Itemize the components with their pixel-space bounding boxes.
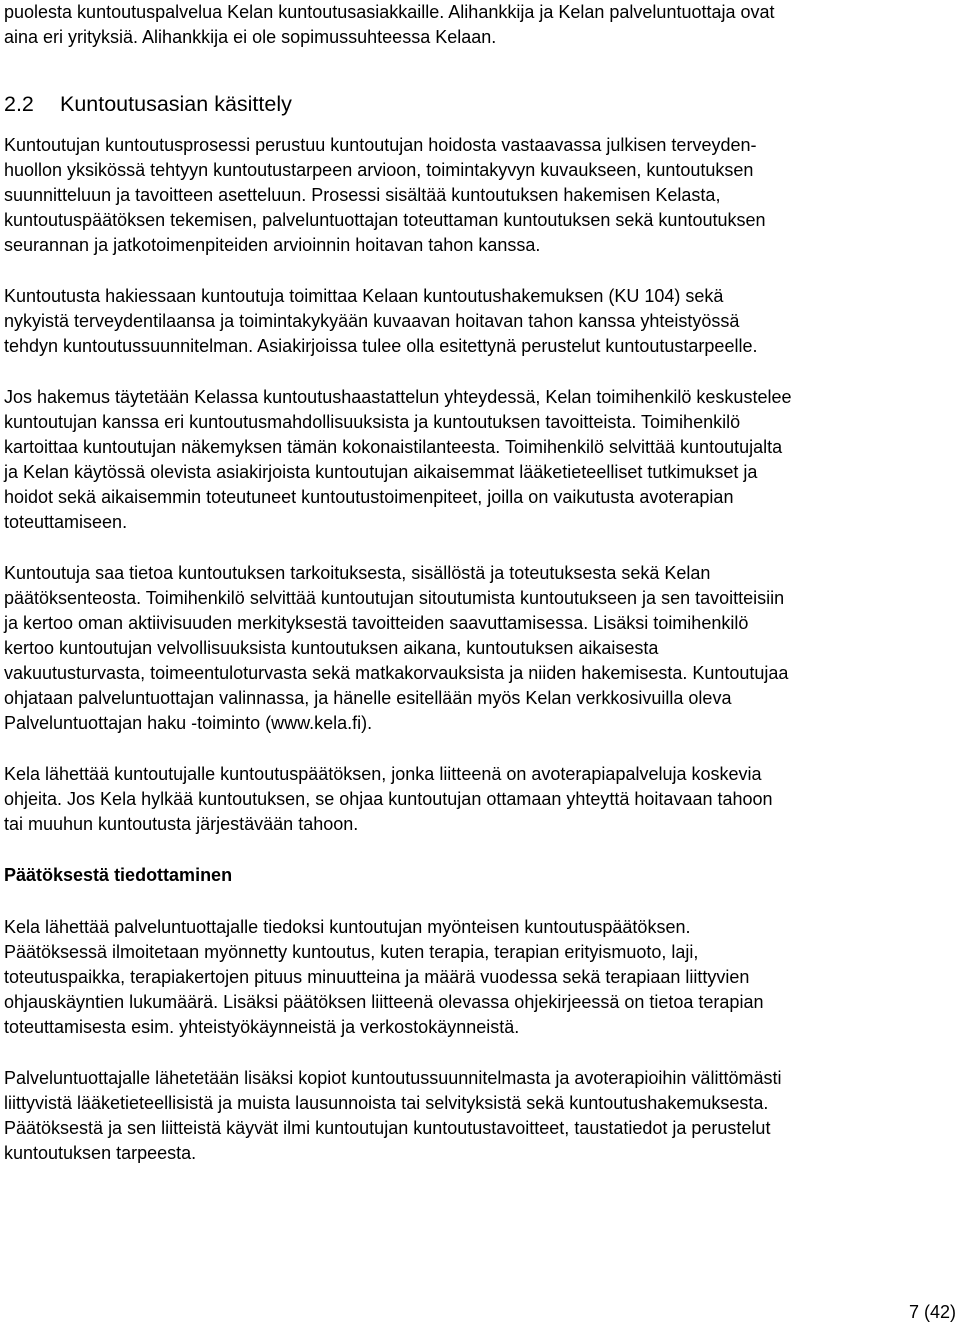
text-line: tehdyn kuntoutussuunnitelman. Asiakirjoissa tulee olla esitettynä perustelut kuntoutustarpeelle. <box>4 336 758 356</box>
text-line: Jos hakemus täytetään Kelassa kuntoutushaastattelun yhteydessä, Kelan toimihenkilö keskustelee <box>4 387 792 407</box>
text-line: kartoittaa kuntoutujan näkemyksen tämän kokonaistilanteesta. Toimihenkilö selvittää kuntoutujalta <box>4 437 783 457</box>
section-title: Kuntoutusasian käsittely <box>60 92 292 116</box>
text-line: tai muuhun kuntoutusta järjestävään tahoon. <box>4 814 359 834</box>
text-line: ohjeita. Jos Kela hylkää kuntoutuksen, se ohjaa kuntoutujan ottamaan yhteyttä hoitavaan tahoon <box>4 789 773 809</box>
section-heading <box>4 89 954 119</box>
paragraph <box>4 561 954 736</box>
text-line: Päätöksessä ilmoitetaan myönnetty kuntoutus, kuten terapia, terapian erityismuoto, laji, <box>4 942 699 962</box>
text-line: Kela lähettää kuntoutujalle kuntoutuspäätöksen, jonka liitteenä on avoterapiapalveluja koskevia <box>4 764 762 784</box>
paragraph <box>4 133 954 258</box>
text-line: Palveluntuottajan haku -toiminto (www.kela.fi). <box>4 713 373 733</box>
section-number: 2.2 <box>4 92 34 116</box>
paragraph <box>4 1066 954 1166</box>
text-line: suunnitteluun ja tavoitteen asetteluun. Prosessi sisältää kuntoutuksen hakemisen Kelasta, <box>4 185 721 205</box>
text-line: Kuntoutujan kuntoutusprosessi perustuu kuntoutujan hoidosta vastaavassa julkisen terveyden- <box>4 135 757 155</box>
paragraph <box>4 284 954 359</box>
text-line: toteuttamiseen. <box>4 512 128 532</box>
text-line: Kuntoutuja saa tietoa kuntoutuksen tarkoituksesta, sisällöstä ja toteutuksesta sekä Kelan <box>4 563 711 583</box>
text-line: kuntoutuksen tarpeesta. <box>4 1143 197 1163</box>
text-line: liittyvistä lääketieteellisistä ja muista lausunnoista tai selvityksistä sekä kuntoutushakemuksesta. <box>4 1093 769 1113</box>
text-line: ja kertoo oman aktiivisuuden merkityksestä tavoitteiden saavuttamisessa. Lisäksi toimihenkilö <box>4 613 749 633</box>
text-line: Päätöksestä ja sen liitteistä käyvät ilmi kuntoutujan kuntoutustavoitteet, taustatiedot ja perustelut <box>4 1118 771 1138</box>
text-line: kuntoutujan kanssa eri kuntoutusmahdollisuuksista ja kuntoutuksen tavoitteista. Toimihenkilö <box>4 412 741 432</box>
text-line: seurannan ja jatkotoimenpiteiden arvioinnin hoitavan tahon kanssa. <box>4 235 541 255</box>
text-line: Kuntoutusta hakiessaan kuntoutuja toimittaa Kelaan kuntoutushakemuksen (KU 104) sekä <box>4 286 724 306</box>
text-line: vakuutusturvasta, toimeentuloturvasta sekä matkakorvauksista ja niiden hakemisesta. Kuntoutujaa <box>4 663 789 683</box>
page-number: 7 (42) <box>908 1302 956 1322</box>
document-body <box>4 0 954 1166</box>
text-line: aina eri yrityksiä. Alihankkija ei ole sopimussuhteessa Kelaan. <box>4 27 497 47</box>
text-line: Kela lähettää palveluntuottajalle tiedoksi kuntoutujan myönteisen kuntoutuspäätöksen. <box>4 917 691 937</box>
paragraph <box>4 762 954 837</box>
text-line: kuntoutuspäätöksen tekemisen, palveluntuottajan toteuttaman kuntoutuksen sekä kuntoutuksen <box>4 210 766 230</box>
text-line: ohjataan palveluntuottajan valinnassa, ja hänelle esitellään myös Kelan verkkosivuilla oleva <box>4 688 732 708</box>
text-line: ja Kelan käytössä olevista asiakirjoista kuntoutujan aikaisemmat lääketieteelliset tutkimukset ja <box>4 462 758 482</box>
paragraph <box>4 385 954 535</box>
text-line: nykyistä terveydentilaansa ja toimintakykyään kuvaavan hoitavan tahon kanssa yhteistyössä <box>4 311 740 331</box>
text-line: toteuttamisesta esim. yhteistyökäynneistä ja verkostokäynneistä. <box>4 1017 520 1037</box>
text-line: huollon yksikössä tehtyyn kuntoutustarpeen arvioon, toimintakyvyn kuvaukseen, kuntoutuksen <box>4 160 754 180</box>
text-line: Palveluntuottajalle lähetetään lisäksi kopiot kuntoutussuunnitelmasta ja avoterapioihin välittömästi <box>4 1068 782 1088</box>
intro-paragraph <box>4 0 954 50</box>
text-line: ohjauskäyntien lukumäärä. Lisäksi päätöksen liitteenä olevassa ohjekirjeessä on tietoa terapian <box>4 992 764 1012</box>
text-line: päätöksenteosta. Toimihenkilö selvittää kuntoutujan sitoutumista kuntoutukseen ja sen tavoitteisiin <box>4 588 785 608</box>
paragraph <box>4 915 954 1040</box>
text-line: hoidot sekä aikaisemmin toteutuneet kuntoutustoimenpiteet, joilla on vaikutusta avoterapian <box>4 487 734 507</box>
subheading: Päätöksestä tiedottaminen <box>4 865 233 885</box>
text-line: toteutuspaikka, terapiakertojen pituus minuutteina ja määrä vuodessa sekä terapiaan liittyvien <box>4 967 750 987</box>
text-line: kertoo kuntoutujan velvollisuuksista kuntoutuksen aikana, kuntoutuksen aikaisesta <box>4 638 659 658</box>
text-line: puolesta kuntoutuspalvelua Kelan kuntoutusasiakkaille. Alihankkija ja Kelan palveluntuottaja ovat <box>4 2 775 22</box>
